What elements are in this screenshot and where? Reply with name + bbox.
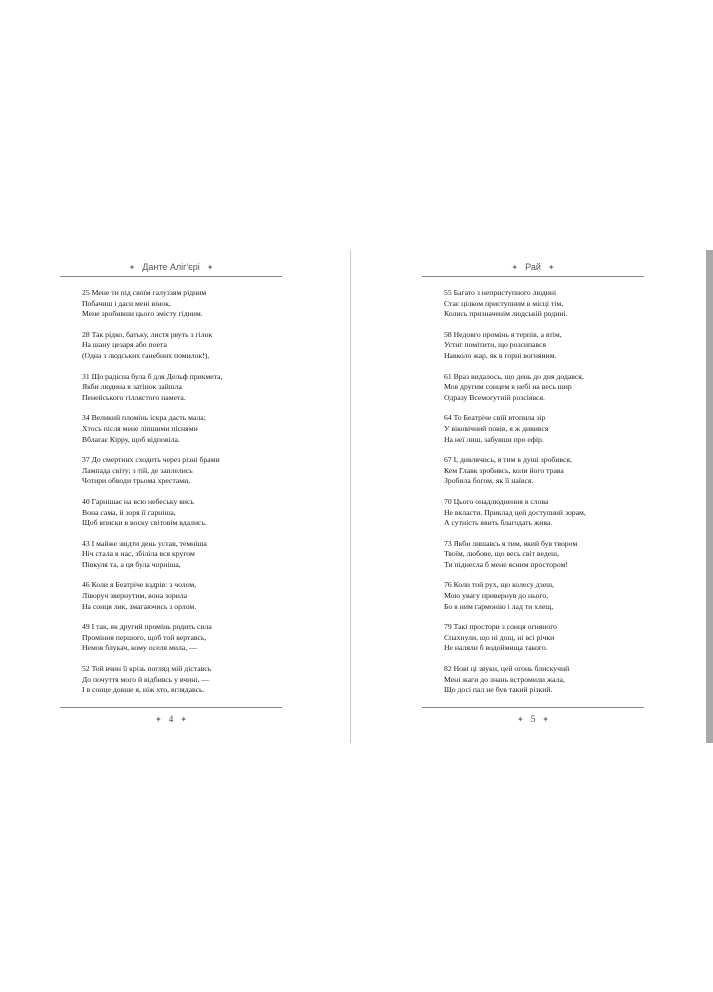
- stanza: [444, 497, 644, 529]
- verse-line: 73 Якби лишавсь я тим, який був твором: [444, 538, 578, 548]
- verse-line: 34 Великий пломінь іскра дасть мала;: [82, 413, 206, 423]
- verse-line: Лампада світу; з тій, де заплелись: [82, 465, 193, 475]
- verse-line: 43 І майже звідти день устав, темніша: [82, 538, 207, 548]
- verse-line: Навколо жар, як в горні вогняним.: [444, 350, 557, 360]
- stanza: [82, 580, 282, 612]
- verse-line: 31 Що радісна була б для Дельф прикмета,: [82, 371, 223, 381]
- section-header: Рай: [525, 262, 541, 272]
- diamond-ornament-icon: ✦: [155, 715, 162, 724]
- left-page: [60, 252, 282, 724]
- verse-line: Ти піднесла б мене ясним простором!: [444, 559, 568, 569]
- stanza: [82, 497, 282, 529]
- verse-line: 61 Враз видалось, що день до дня додався,: [444, 371, 584, 381]
- verse-line: Півкуля та, а ця була чорніша,: [82, 559, 181, 569]
- verse-line: 64 То Беатріче свій втопила зір: [444, 413, 546, 423]
- stanza: [444, 413, 644, 445]
- verse-line: Хтось після мене ліпшими піснями: [82, 423, 198, 433]
- verse-line: 76 Коли той рух, що колесу дзеш,: [444, 580, 554, 590]
- verse-line: 37 До смертних сходить через різні брами: [82, 455, 220, 465]
- verse-line: Спахнули, що ні дощ, ні всі річки: [444, 632, 555, 642]
- book-spine: [350, 250, 351, 743]
- verse-line: 55 Багато з неприступного людині: [444, 288, 557, 297]
- stanza: [82, 622, 282, 654]
- verse-line: 58 Недовго промінь я терпів, а втім,: [444, 329, 562, 339]
- verse-line: 28 Так рідко, батьку, листя рвуть з гілок: [82, 329, 213, 339]
- verse-line: Устиг помітити, що розсипався: [444, 340, 547, 350]
- verse-line: Бо в ним гармонію і лад ти хлещ,: [444, 601, 554, 611]
- author-header: Данте Аліг'єрі: [142, 262, 200, 272]
- right-page: [422, 252, 644, 724]
- stanza: [82, 413, 282, 445]
- stanza: [444, 580, 644, 612]
- verse-line: Ліворуч звернутим, вона зорила: [82, 591, 188, 601]
- verse-line: Зробила богом, як її наївся.: [444, 476, 534, 486]
- verse-line: (Одна з людських ганебних помилок!),: [82, 350, 210, 360]
- stanza: [444, 372, 644, 404]
- verse-line: Одразу Всемогутній розсіявся.: [444, 392, 545, 402]
- verse-line: 46 Коли я Беатріче вздрів: з чолом,: [82, 580, 197, 590]
- verse-line: Щоб вписки в воску світовім вдались.: [82, 518, 207, 528]
- verse-line: 52 Той вчин її крізь погляд мій діставсь: [82, 664, 212, 674]
- verse-line: Побачиш і даси мені вінок,: [82, 298, 171, 308]
- verse-line: 82 Нові ці звуки, цей огонь блискучий: [444, 664, 570, 674]
- verse-line: А сутність явить благодать жива.: [444, 518, 553, 528]
- verse-line: Чотири обводи трьома хрестами,: [82, 476, 191, 486]
- page-footer: [60, 707, 282, 724]
- verse-line: Вблагає Кірру, щоб відповіла.: [82, 434, 180, 444]
- diamond-ornament-icon: ✦: [206, 263, 214, 272]
- verse-line: Не вкласти. Приклад цей доступний зорам,: [444, 507, 586, 517]
- page-number: 4: [168, 714, 174, 724]
- stanza: [82, 664, 282, 696]
- verse-line: До почуття мого й відбивсь у вчині, —: [82, 674, 210, 684]
- diamond-ornament-icon: ✦: [517, 715, 524, 724]
- page-number: 5: [530, 714, 536, 724]
- verse-line: На шану цезаря або поета: [82, 340, 167, 350]
- verse-line: Вона сама, й зоря її гарніша,: [82, 507, 176, 517]
- verse-line: Мені жаги до знань встромили жала,: [444, 674, 565, 684]
- stanza: [82, 372, 282, 404]
- page-footer: [422, 707, 644, 724]
- verse-line: 70 Цього онадлюднення в слова: [444, 496, 549, 506]
- verse-line: Якби людина в затінок зайшла: [82, 382, 182, 392]
- verse-line: Ніч стала в нас, збілілa вся кругом: [82, 549, 195, 559]
- verse-line: 49 І так, як другий промінь родить сила: [82, 622, 212, 632]
- verse-line: 67 І, дивлячись, я тим в душі зробився,: [444, 455, 572, 465]
- verse-line: Проміння першого, щоб той вертавсь,: [82, 632, 207, 642]
- stanza: [82, 539, 282, 571]
- diamond-ornament-icon: ✦: [511, 263, 519, 272]
- verse-line: Мене зробивши цього змісту гідним.: [82, 309, 203, 319]
- verse-line: Мою увагу привернув до нього,: [444, 591, 549, 601]
- verse-line: Не наляли б водоймища такого.: [444, 643, 548, 653]
- verse-line: Пенейського гіллястого намета.: [82, 392, 186, 402]
- stanza: [444, 330, 644, 362]
- stanza: [444, 455, 644, 487]
- stanza: [444, 622, 644, 654]
- verse-line: 79 Такі простори з сонця огняного: [444, 622, 558, 632]
- verse-line: Стає цілком приступним в місці тім,: [444, 298, 564, 308]
- verse-line: Колись призначенім людській родині.: [444, 309, 568, 319]
- stanza: [82, 330, 282, 362]
- verse-line: 25 Мене ти під своїм галуззям рідним: [82, 288, 207, 297]
- verse-line: Твоїм, любове, що весь світ ведеш,: [444, 549, 559, 559]
- verse-line: Мов другим сонцем в небі на весь шир: [444, 382, 572, 392]
- verse-line: У віковічний повів, я ж дивився: [444, 423, 549, 433]
- running-header: [60, 252, 282, 277]
- stanza: [444, 288, 644, 320]
- scrollbar[interactable]: [706, 250, 713, 743]
- verse-line: Немов блукач, кому оселя мила, —: [82, 643, 197, 653]
- stanza-list: [422, 277, 644, 696]
- stanza: [444, 664, 644, 696]
- stanza: [444, 539, 644, 571]
- running-header: [422, 252, 644, 277]
- verse-line: На сонця лик, змагаючись з орлом.: [82, 601, 197, 611]
- verse-line: 40 Гарнішає на всю небеську вись: [82, 496, 194, 506]
- diamond-ornament-icon: ✦: [180, 715, 187, 724]
- diamond-ornament-icon: ✦: [542, 715, 549, 724]
- verse-line: Що досі пал не був такий різкий.: [444, 685, 553, 695]
- stanza: [82, 288, 282, 320]
- stanza: [82, 455, 282, 487]
- verse-line: На неї лиш, забувши про ефір.: [444, 434, 544, 444]
- verse-line: Кем Главк зробивсь, коли його трава: [444, 465, 564, 475]
- diamond-ornament-icon: ✦: [547, 263, 555, 272]
- diamond-ornament-icon: ✦: [128, 263, 136, 272]
- stanza-list: [60, 277, 282, 696]
- verse-line: І в сонце довше я, ніж хто, вглядавсь.: [82, 685, 205, 695]
